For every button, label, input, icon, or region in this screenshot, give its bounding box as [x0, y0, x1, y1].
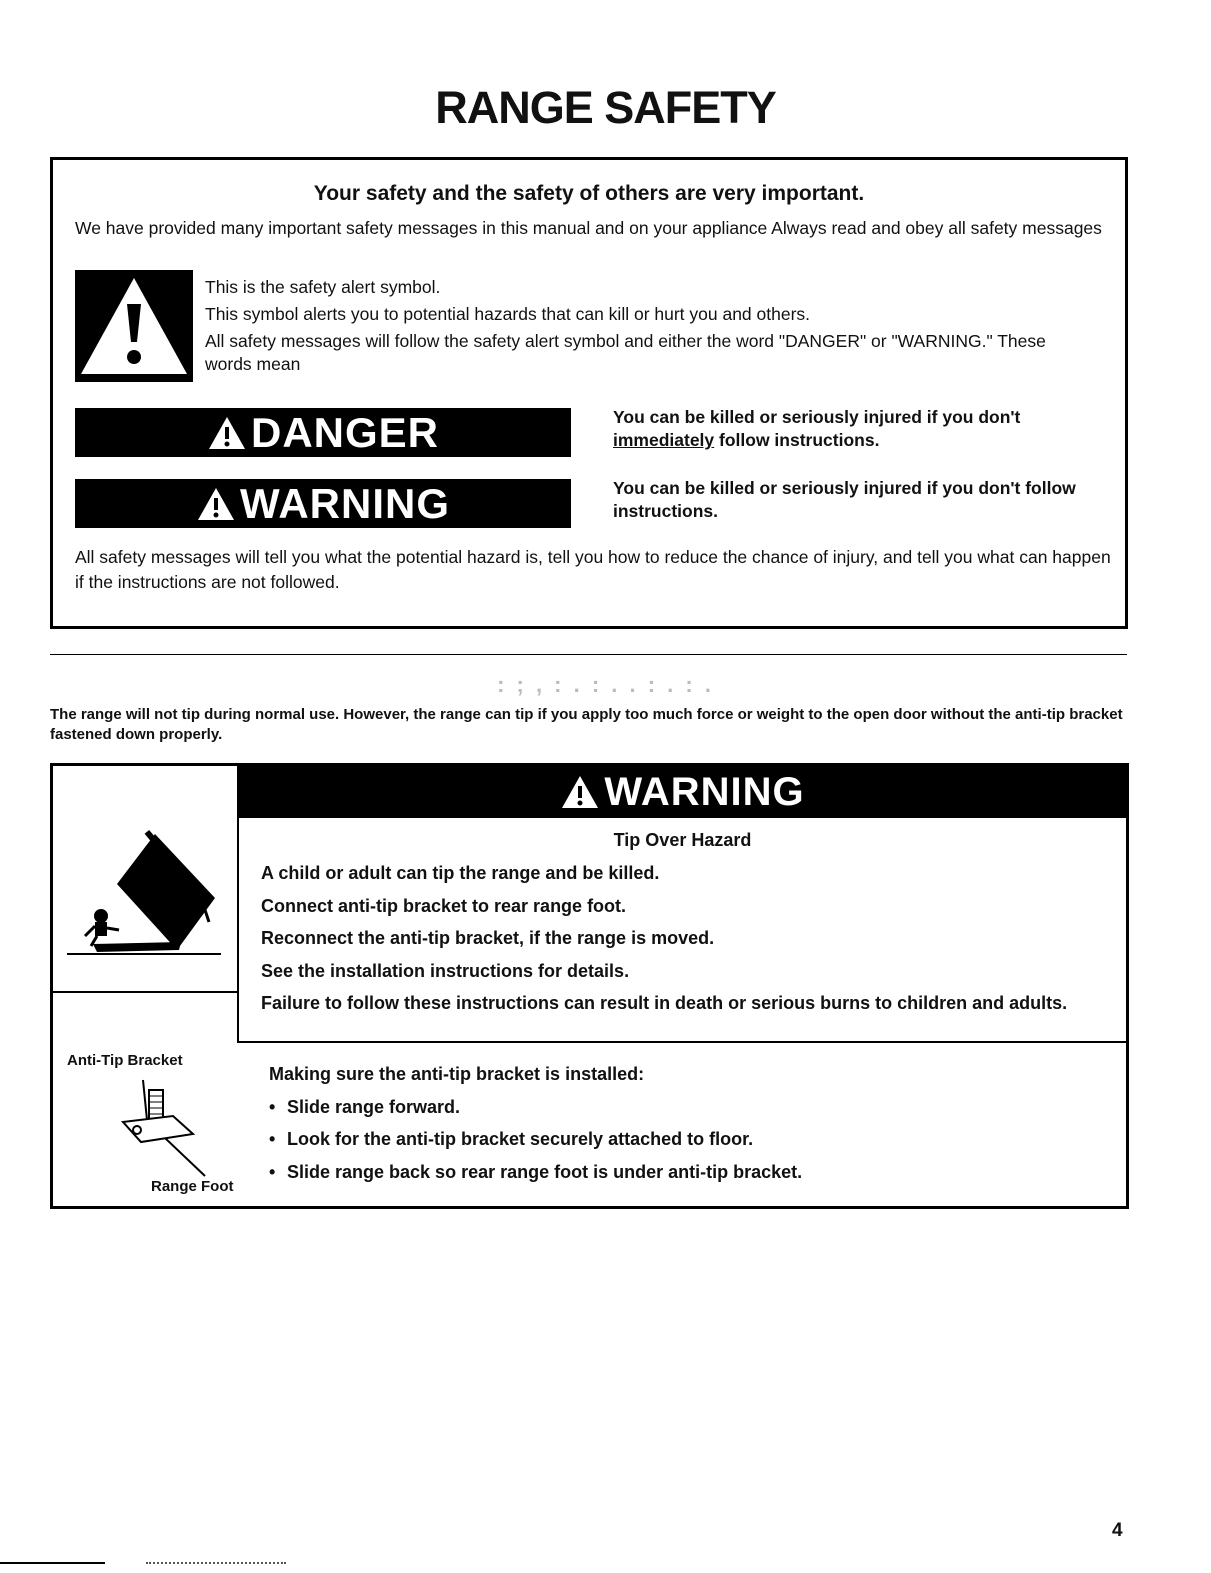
tip-over-warning-box [50, 763, 1129, 1209]
cell-divider [53, 991, 239, 993]
footer-dotted-rule [146, 1562, 286, 1564]
install-step: Slide range forward. [287, 1096, 461, 1117]
faded-heading: : ; , : . : . . : . : . [497, 672, 714, 697]
hazard-line: Connect anti-tip bracket to rear range foot. [261, 895, 627, 916]
danger-signal-bar [75, 408, 571, 457]
hazard-line: See the installation instructions for details. [261, 960, 630, 981]
range-foot-label: Range Foot [151, 1178, 234, 1195]
list-item: • Slide range forward. [269, 1096, 461, 1117]
range-tipping-illustration [53, 766, 239, 1043]
safety-heading: Your safety and the safety of others are very important. [313, 182, 865, 205]
alert-symbol-description [205, 276, 1085, 376]
hazard-line: A child or adult can tip the range and be killed. [261, 863, 660, 883]
install-heading: Making sure the anti-tip bracket is installed: [269, 1064, 645, 1084]
warning-signal-bar [75, 479, 571, 528]
danger-text-part: follow instructions. [719, 430, 880, 450]
hazard-line: Failure to follow these instructions can result in death or serious burns to children and adults. [261, 993, 1068, 1013]
page-title: RANGE SAFETY [435, 82, 776, 133]
safety-intro-text: We have provided many important safety messages in this manual and on your appliance Always read and obey all safety messages [75, 218, 1102, 238]
danger-label: DANGER [250, 408, 439, 456]
danger-description [613, 406, 1113, 452]
warning-label: WARNING [240, 479, 450, 527]
warning-triangle-icon [196, 486, 236, 522]
list-item: • Slide range back so rear range foot is under anti-tip bracket. [269, 1161, 803, 1182]
warning-triangle-icon [75, 270, 193, 382]
install-step: Look for the anti-tip bracket securely attached to floor. [287, 1129, 754, 1149]
warning-label: WARNING [604, 769, 805, 814]
warning-triangle-icon [207, 415, 247, 451]
safety-outro-text: All safety messages will tell you what the potential hazard is, tell you how to reduce the chance of injury, and tell you what can happen if the instructions are not followed. [75, 547, 1111, 592]
hazard-lines [261, 862, 1101, 1025]
danger-text-emphasis: immediately [613, 430, 715, 450]
warning-triangle-icon [560, 774, 600, 810]
alert-line: This is the safety alert symbol. [205, 277, 441, 297]
install-step: Slide range back so rear range foot is under anti-tip bracket. [287, 1161, 803, 1182]
anti-tip-bracket-label: Anti-Tip Bracket [67, 1052, 183, 1069]
page-number: 4 [1112, 1520, 1123, 1541]
safety-intro-box [50, 157, 1128, 629]
anti-tip-bracket-illustration [113, 1072, 223, 1182]
danger-text-part: You can be killed or seriously injured if you don't [613, 407, 1021, 427]
warning-signal-bar [239, 766, 1126, 818]
tip-intro-text: The range will not tip during normal use. However, the range can tip if you apply too much force or weight to the open door without the anti-tip bracket fastened down properly. [50, 706, 1123, 743]
list-item: • Look for the anti-tip bracket securely attached to floor. [269, 1129, 754, 1149]
alert-line: This symbol alerts you to potential hazards that can kill or hurt you and others. [205, 304, 811, 324]
hazard-line: Reconnect the anti-tip bracket, if the range is moved. [261, 928, 715, 948]
install-steps [269, 1096, 1089, 1184]
alert-line: All safety messages will follow the safety alert symbol and either the word "DANGER" or "WARNING." These words mean [205, 331, 1046, 374]
warning-description: You can be killed or seriously injured if you don't follow instructions. [613, 478, 1076, 521]
installation-check [269, 1063, 1089, 1193]
section-divider [50, 654, 1127, 655]
hazard-content [239, 818, 1126, 1043]
footer-rule [0, 1562, 105, 1564]
hazard-title: Tip Over Hazard [613, 830, 752, 850]
